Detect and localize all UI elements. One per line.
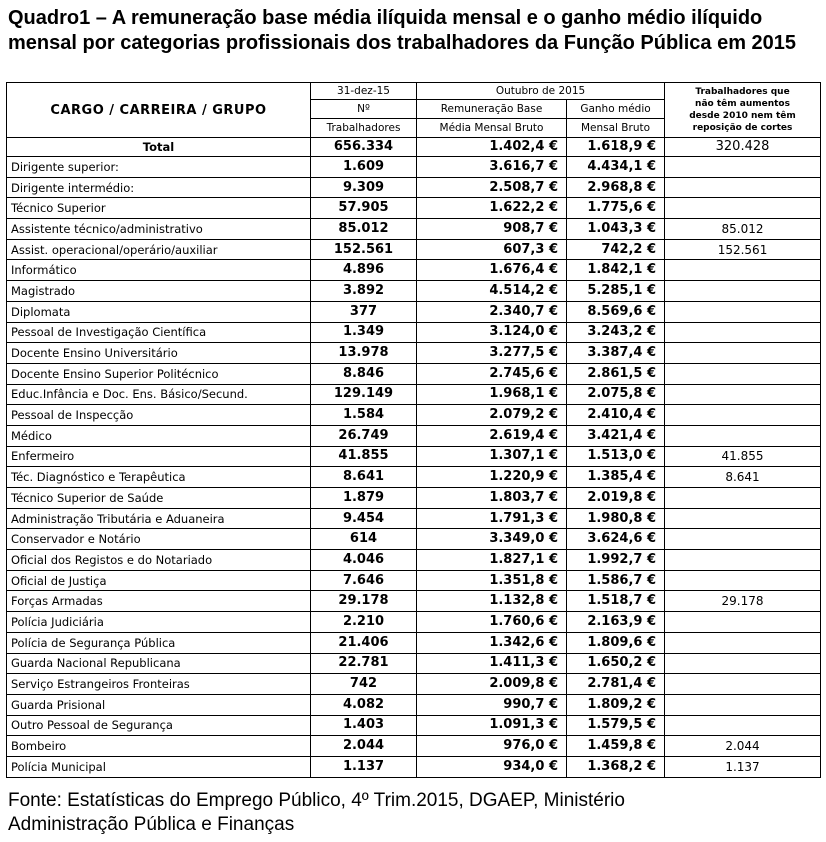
row-label: Docente Ensino Universitário <box>7 343 311 364</box>
row-no-raises: 29.178 <box>665 591 821 612</box>
row-average-gain: 3.243,2 € <box>567 322 665 343</box>
row-base-salary: 1.791,3 € <box>417 508 567 529</box>
row-base-salary: 1.968,1 € <box>417 384 567 405</box>
row-label: Conservador e Notário <box>7 529 311 550</box>
row-no-raises <box>665 488 821 509</box>
row-label: Forças Armadas <box>7 591 311 612</box>
row-average-gain: 4.434,1 € <box>567 157 665 178</box>
row-average-gain: 2.781,4 € <box>567 674 665 695</box>
row-no-raises <box>665 343 821 364</box>
row-workers: 4.082 <box>311 694 417 715</box>
row-no-raises <box>665 694 821 715</box>
row-workers: 1.137 <box>311 756 417 777</box>
row-label: Técnico Superior <box>7 198 311 219</box>
row-average-gain: 2.968,8 € <box>567 177 665 198</box>
row-label: Polícia Municipal <box>7 756 311 777</box>
row-base-salary: 1.342,6 € <box>417 632 567 653</box>
row-average-gain: 1.809,6 € <box>567 632 665 653</box>
row-label: Serviço Estrangeiros Fronteiras <box>7 674 311 695</box>
table-row <box>7 612 821 633</box>
row-base-salary: 1.411,3 € <box>417 653 567 674</box>
row-no-raises <box>665 405 821 426</box>
row-workers: 41.855 <box>311 446 417 467</box>
table-row <box>7 467 821 488</box>
table-body <box>7 138 821 778</box>
row-average-gain: 1.518,7 € <box>567 591 665 612</box>
header-date: 31-dez-15 <box>311 83 417 100</box>
table-row <box>7 736 821 757</box>
header-gain-line2: Mensal Bruto <box>567 119 665 138</box>
row-workers: 4.046 <box>311 550 417 571</box>
row-average-gain: 1.650,2 € <box>567 653 665 674</box>
header-no-raises <box>665 83 821 138</box>
row-base-salary: 2.745,6 € <box>417 363 567 384</box>
row-base-salary: 3.349,0 € <box>417 529 567 550</box>
row-label: Educ.Infância e Doc. Ens. Básico/Secund. <box>7 384 311 405</box>
source-line-1: Fonte: Estatísticas do Emprego Público, 4º Trim.2015, DGAEP, Ministério <box>8 790 625 811</box>
row-no-raises: 85.012 <box>665 219 821 240</box>
row-base-salary: 3.124,0 € <box>417 322 567 343</box>
row-no-raises <box>665 301 821 322</box>
row-label: Oficial dos Registos e do Notariado <box>7 550 311 571</box>
row-average-gain: 2.410,4 € <box>567 405 665 426</box>
row-average-gain: 1.513,0 € <box>567 446 665 467</box>
table-row <box>7 239 821 260</box>
table-row <box>7 157 821 178</box>
row-no-raises <box>665 322 821 343</box>
row-no-raises: 1.137 <box>665 756 821 777</box>
row-label: Médico <box>7 425 311 446</box>
row-label: Guarda Prisional <box>7 694 311 715</box>
table-row <box>7 198 821 219</box>
row-base-salary: 1.622,2 € <box>417 198 567 219</box>
row-no-raises <box>665 157 821 178</box>
table-row <box>7 488 821 509</box>
total-row <box>7 138 821 157</box>
row-average-gain: 2.075,8 € <box>567 384 665 405</box>
row-workers: 13.978 <box>311 343 417 364</box>
row-workers: 9.454 <box>311 508 417 529</box>
row-no-raises <box>665 425 821 446</box>
row-workers: 29.178 <box>311 591 417 612</box>
row-average-gain: 5.285,1 € <box>567 281 665 302</box>
row-base-salary: 908,7 € <box>417 219 567 240</box>
row-average-gain: 1.368,2 € <box>567 756 665 777</box>
header-base-line1: Remuneração Base <box>417 100 567 119</box>
row-no-raises: 320.428 <box>665 138 821 157</box>
row-workers: 22.781 <box>311 653 417 674</box>
table-row <box>7 177 821 198</box>
table-row <box>7 363 821 384</box>
row-label: Dirigente superior: <box>7 157 311 178</box>
row-label: Polícia Judiciária <box>7 612 311 633</box>
row-base-salary: 976,0 € <box>417 736 567 757</box>
row-workers: 2.044 <box>311 736 417 757</box>
row-average-gain: 1.385,4 € <box>567 467 665 488</box>
row-base-salary: 1.676,4 € <box>417 260 567 281</box>
row-workers: 2.210 <box>311 612 417 633</box>
row-average-gain: 2.163,9 € <box>567 612 665 633</box>
table-row <box>7 756 821 777</box>
row-no-raises <box>665 632 821 653</box>
table-row <box>7 694 821 715</box>
row-base-salary: 934,0 € <box>417 756 567 777</box>
row-no-raises <box>665 260 821 281</box>
row-label: Total <box>7 138 311 157</box>
row-label: Técnico Superior de Saúde <box>7 488 311 509</box>
header-no-raises-line2: não têm aumentos <box>695 99 790 109</box>
row-workers: 57.905 <box>311 198 417 219</box>
row-workers: 3.892 <box>311 281 417 302</box>
row-average-gain: 1.618,9 € <box>567 138 665 157</box>
row-average-gain: 3.421,4 € <box>567 425 665 446</box>
row-no-raises <box>665 612 821 633</box>
row-label: Informático <box>7 260 311 281</box>
row-workers: 742 <box>311 674 417 695</box>
row-no-raises <box>665 177 821 198</box>
table-row <box>7 384 821 405</box>
row-label: Assist. operacional/operário/auxiliar <box>7 239 311 260</box>
row-label: Diplomata <box>7 301 311 322</box>
row-no-raises: 2.044 <box>665 736 821 757</box>
table-row <box>7 653 821 674</box>
row-base-salary: 1.827,1 € <box>417 550 567 571</box>
row-label: Dirigente intermédio: <box>7 177 311 198</box>
row-average-gain: 2.861,5 € <box>567 363 665 384</box>
table-row <box>7 219 821 240</box>
row-average-gain: 3.624,6 € <box>567 529 665 550</box>
row-no-raises: 8.641 <box>665 467 821 488</box>
table-row <box>7 260 821 281</box>
row-workers: 26.749 <box>311 425 417 446</box>
row-label: Outro Pessoal de Segurança <box>7 715 311 736</box>
row-base-salary: 2.508,7 € <box>417 177 567 198</box>
table-row <box>7 591 821 612</box>
row-workers: 21.406 <box>311 632 417 653</box>
row-no-raises <box>665 653 821 674</box>
table-row <box>7 570 821 591</box>
row-no-raises <box>665 363 821 384</box>
header-base-line2: Média Mensal Bruto <box>417 119 567 138</box>
row-no-raises <box>665 281 821 302</box>
salary-table <box>6 82 821 778</box>
row-base-salary: 607,3 € <box>417 239 567 260</box>
row-base-salary: 4.514,2 € <box>417 281 567 302</box>
row-base-salary: 990,7 € <box>417 694 567 715</box>
row-average-gain: 1.586,7 € <box>567 570 665 591</box>
row-average-gain: 2.019,8 € <box>567 488 665 509</box>
row-base-salary: 1.220,9 € <box>417 467 567 488</box>
row-base-salary: 2.340,7 € <box>417 301 567 322</box>
row-base-salary: 2.619,4 € <box>417 425 567 446</box>
row-average-gain: 1.992,7 € <box>567 550 665 571</box>
row-average-gain: 1.809,2 € <box>567 694 665 715</box>
row-base-salary: 1.132,8 € <box>417 591 567 612</box>
row-workers: 85.012 <box>311 219 417 240</box>
row-average-gain: 1.043,3 € <box>567 219 665 240</box>
table-row <box>7 343 821 364</box>
row-base-salary: 1.091,3 € <box>417 715 567 736</box>
table-row <box>7 508 821 529</box>
row-no-raises: 152.561 <box>665 239 821 260</box>
row-base-salary: 1.307,1 € <box>417 446 567 467</box>
row-base-salary: 3.277,5 € <box>417 343 567 364</box>
row-workers: 4.896 <box>311 260 417 281</box>
row-average-gain: 1.842,1 € <box>567 260 665 281</box>
row-base-salary: 2.079,2 € <box>417 405 567 426</box>
row-no-raises: 41.855 <box>665 446 821 467</box>
row-average-gain: 1.980,8 € <box>567 508 665 529</box>
row-workers: 1.879 <box>311 488 417 509</box>
row-workers: 377 <box>311 301 417 322</box>
header-no-raises-line1: Trabalhadores que <box>695 87 790 97</box>
header-cargo-carreira-grupo: CARGO / CARREIRA / GRUPO <box>7 83 311 138</box>
header-workers-line2: Trabalhadores <box>311 119 417 138</box>
row-workers: 152.561 <box>311 239 417 260</box>
row-base-salary: 1.351,8 € <box>417 570 567 591</box>
row-base-salary: 1.760,6 € <box>417 612 567 633</box>
row-base-salary: 1.803,7 € <box>417 488 567 509</box>
row-workers: 1.349 <box>311 322 417 343</box>
row-label: Pessoal de Inspecção <box>7 405 311 426</box>
header-gain-line1: Ganho médio <box>567 100 665 119</box>
row-workers: 8.846 <box>311 363 417 384</box>
row-label: Docente Ensino Superior Politécnico <box>7 363 311 384</box>
source-note <box>8 789 820 837</box>
header-no-raises-line3: desde 2010 nem têm <box>689 111 796 121</box>
table-row <box>7 322 821 343</box>
row-workers: 9.309 <box>311 177 417 198</box>
table-row <box>7 446 821 467</box>
row-base-salary: 2.009,8 € <box>417 674 567 695</box>
table-row <box>7 405 821 426</box>
row-no-raises <box>665 550 821 571</box>
table-row <box>7 715 821 736</box>
row-base-salary: 1.402,4 € <box>417 138 567 157</box>
row-no-raises <box>665 570 821 591</box>
table-row <box>7 425 821 446</box>
row-workers: 656.334 <box>311 138 417 157</box>
row-workers: 1.403 <box>311 715 417 736</box>
row-label: Magistrado <box>7 281 311 302</box>
table-row <box>7 632 821 653</box>
table-row <box>7 550 821 571</box>
row-label: Guarda Nacional Republicana <box>7 653 311 674</box>
row-workers: 1.584 <box>311 405 417 426</box>
table-title: Quadro1 – A remuneração base média ilíquida mensal e o ganho médio ilíquido mensal por categorias profissionais dos trabalhadores da Função Pública em 2015 <box>8 7 797 54</box>
row-no-raises <box>665 715 821 736</box>
row-label: Polícia de Segurança Pública <box>7 632 311 653</box>
row-label: Téc. Diagnóstico e Terapêutica <box>7 467 311 488</box>
header-no-raises-line4: reposição de cortes <box>692 123 793 133</box>
table-row <box>7 301 821 322</box>
row-workers: 129.149 <box>311 384 417 405</box>
table-row <box>7 281 821 302</box>
row-average-gain: 1.459,8 € <box>567 736 665 757</box>
row-average-gain: 1.775,6 € <box>567 198 665 219</box>
row-workers: 7.646 <box>311 570 417 591</box>
row-label: Assistente técnico/administrativo <box>7 219 311 240</box>
row-workers: 1.609 <box>311 157 417 178</box>
row-base-salary: 3.616,7 € <box>417 157 567 178</box>
row-average-gain: 1.579,5 € <box>567 715 665 736</box>
row-label: Enfermeiro <box>7 446 311 467</box>
row-average-gain: 742,2 € <box>567 239 665 260</box>
row-workers: 8.641 <box>311 467 417 488</box>
row-label: Oficial de Justiça <box>7 570 311 591</box>
row-average-gain: 3.387,4 € <box>567 343 665 364</box>
table-row <box>7 674 821 695</box>
row-workers: 614 <box>311 529 417 550</box>
row-no-raises <box>665 674 821 695</box>
header-workers-line1: Nº <box>311 100 417 119</box>
row-average-gain: 8.569,6 € <box>567 301 665 322</box>
row-no-raises <box>665 508 821 529</box>
source-line-2: Administração Pública e Finanças <box>8 814 295 835</box>
row-no-raises <box>665 384 821 405</box>
row-no-raises <box>665 529 821 550</box>
header-period: Outubro de 2015 <box>417 83 665 100</box>
table-row <box>7 529 821 550</box>
row-label: Pessoal de Investigação Científica <box>7 322 311 343</box>
row-no-raises <box>665 198 821 219</box>
row-label: Bombeiro <box>7 736 311 757</box>
row-label: Administração Tributária e Aduaneira <box>7 508 311 529</box>
